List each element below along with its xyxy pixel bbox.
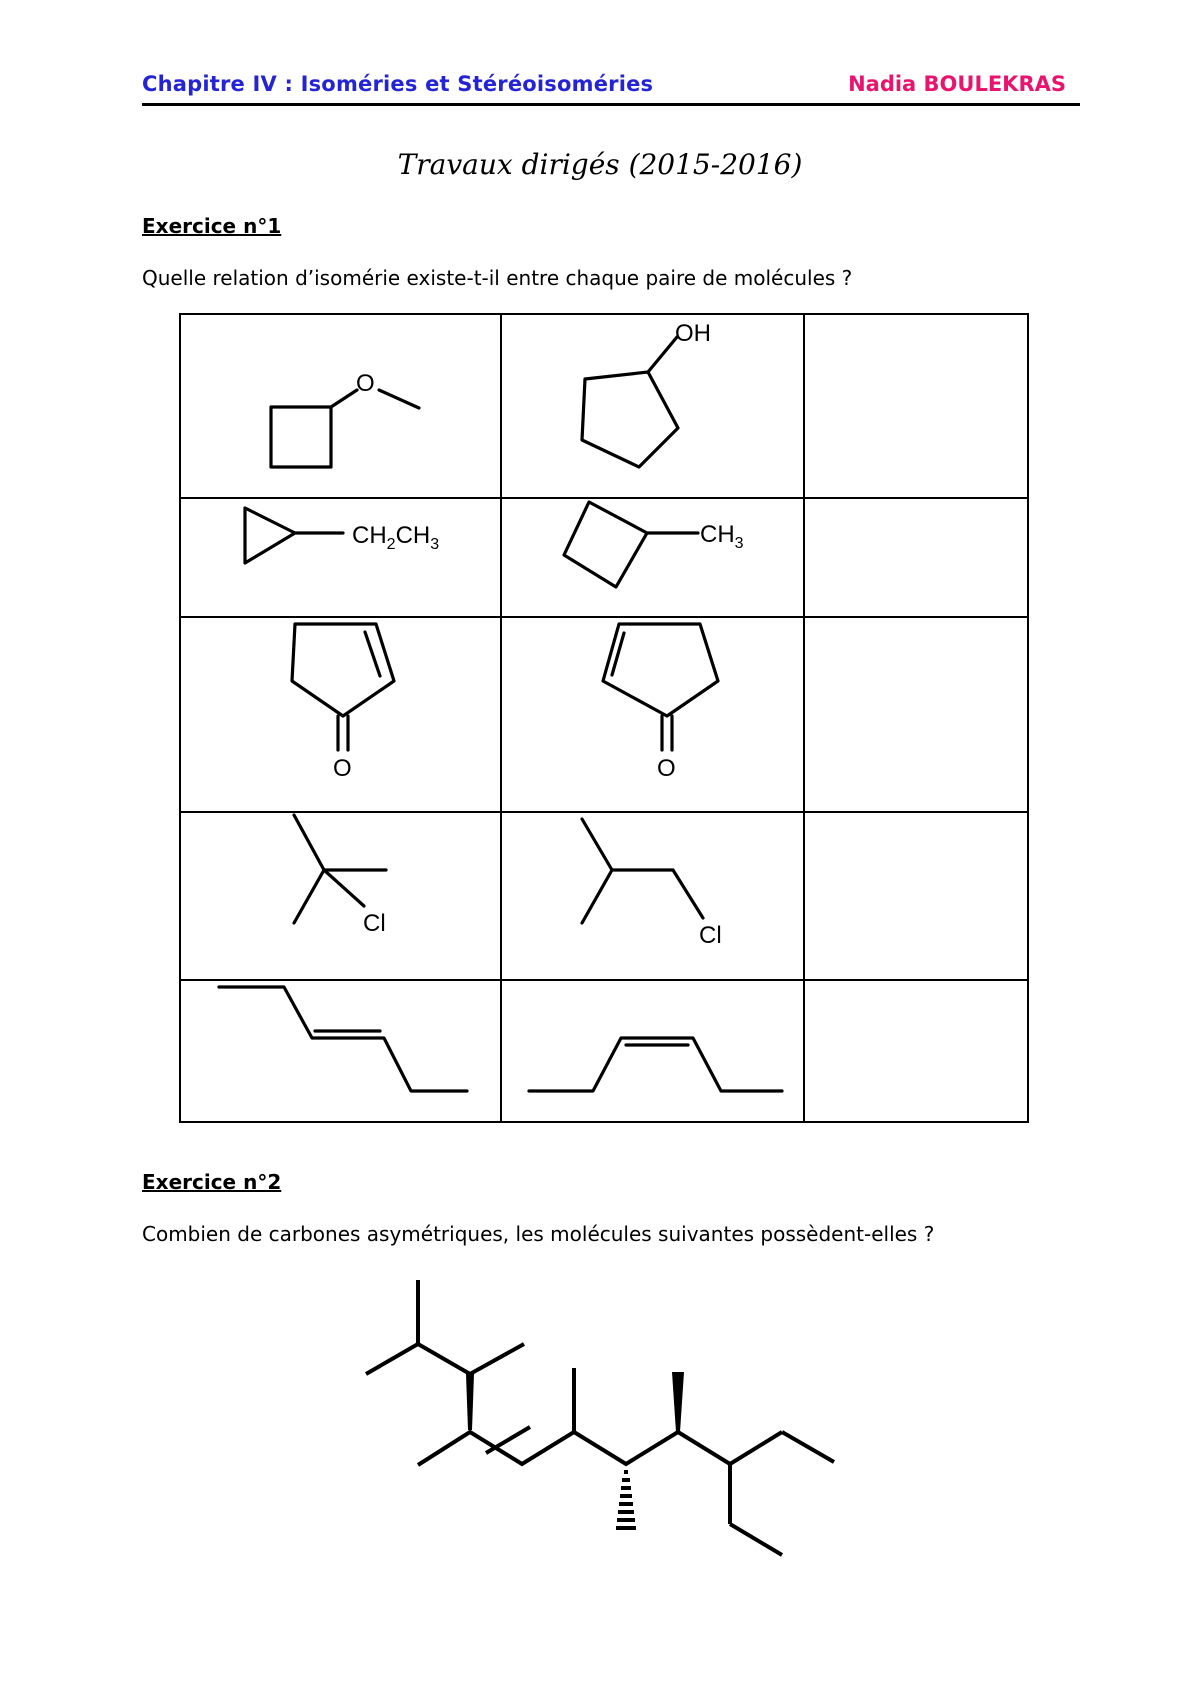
table-row (180, 617, 1028, 812)
answer-cell[interactable] (804, 617, 1028, 812)
oxygen-label: O (657, 755, 676, 782)
exercise2-heading: Exercice n°2 (142, 1170, 282, 1194)
table-row (180, 498, 1028, 617)
methyl-group-label: CH3 (700, 521, 744, 552)
branched-alkene-stereocenters-structure (350, 1268, 850, 1568)
tert-butyl-chloride-structure (181, 813, 502, 981)
header-divider (142, 103, 1080, 106)
molecule-cell (501, 314, 804, 498)
chapter-title: Chapitre IV : Isoméries et Stéréoisoméries (142, 72, 654, 96)
molecule-pairs-table (179, 313, 1029, 1123)
molecule-cell (501, 498, 804, 617)
exercise2-question: Combien de carbones asymétriques, les molécules suivantes possèdent-elles ? (142, 1222, 935, 1246)
hydroxyl-label: OH (675, 320, 711, 347)
wedge-bond (466, 1374, 474, 1430)
molecule-cell (501, 617, 804, 812)
answer-cell[interactable] (804, 498, 1028, 617)
ethyl-group-label: CH2CH3 (352, 522, 440, 553)
methylcyclobutane-structure (502, 499, 805, 618)
cyclobutyl-methyl-ether-structure (181, 315, 502, 499)
exercise1-heading: Exercice n°1 (142, 214, 282, 238)
cyclopent-3-enone-structure (181, 618, 502, 813)
molecule-cell (501, 812, 804, 980)
document-title: Travaux dirigés (2015-2016) (397, 148, 803, 181)
answer-cell[interactable] (804, 980, 1028, 1122)
table-row (180, 314, 1028, 498)
cyclopent-2-enone-structure (502, 618, 805, 813)
answer-cell[interactable] (804, 812, 1028, 980)
molecule-cell (180, 812, 501, 980)
cis-hex-3-ene-structure (502, 981, 805, 1123)
exercise1-question: Quelle relation d’isomérie existe-t-il entre chaque paire de molécules ? (142, 266, 853, 290)
author-name: Nadia BOULEKRAS (848, 72, 1066, 96)
cyclopentanol-structure (502, 315, 805, 499)
oxygen-label: O (333, 755, 352, 782)
molecule-cell (180, 498, 501, 617)
answer-cell[interactable] (804, 314, 1028, 498)
hashed-bond (616, 1472, 636, 1528)
wedge-bond (672, 1372, 684, 1432)
molecule-cell (180, 314, 501, 498)
molecule-cell (180, 980, 501, 1122)
table-row (180, 980, 1028, 1122)
trans-hex-3-ene-structure (181, 981, 502, 1123)
chlorine-label: Cl (699, 922, 722, 949)
molecule-cell (501, 980, 804, 1122)
chlorine-label: Cl (363, 910, 386, 937)
isobutyl-chloride-structure (502, 813, 805, 981)
molecule-cell (180, 617, 501, 812)
page-header (142, 62, 1080, 106)
ethylcyclopropane-structure (181, 499, 502, 618)
table-row (180, 812, 1028, 980)
oxygen-label: O (356, 370, 375, 397)
